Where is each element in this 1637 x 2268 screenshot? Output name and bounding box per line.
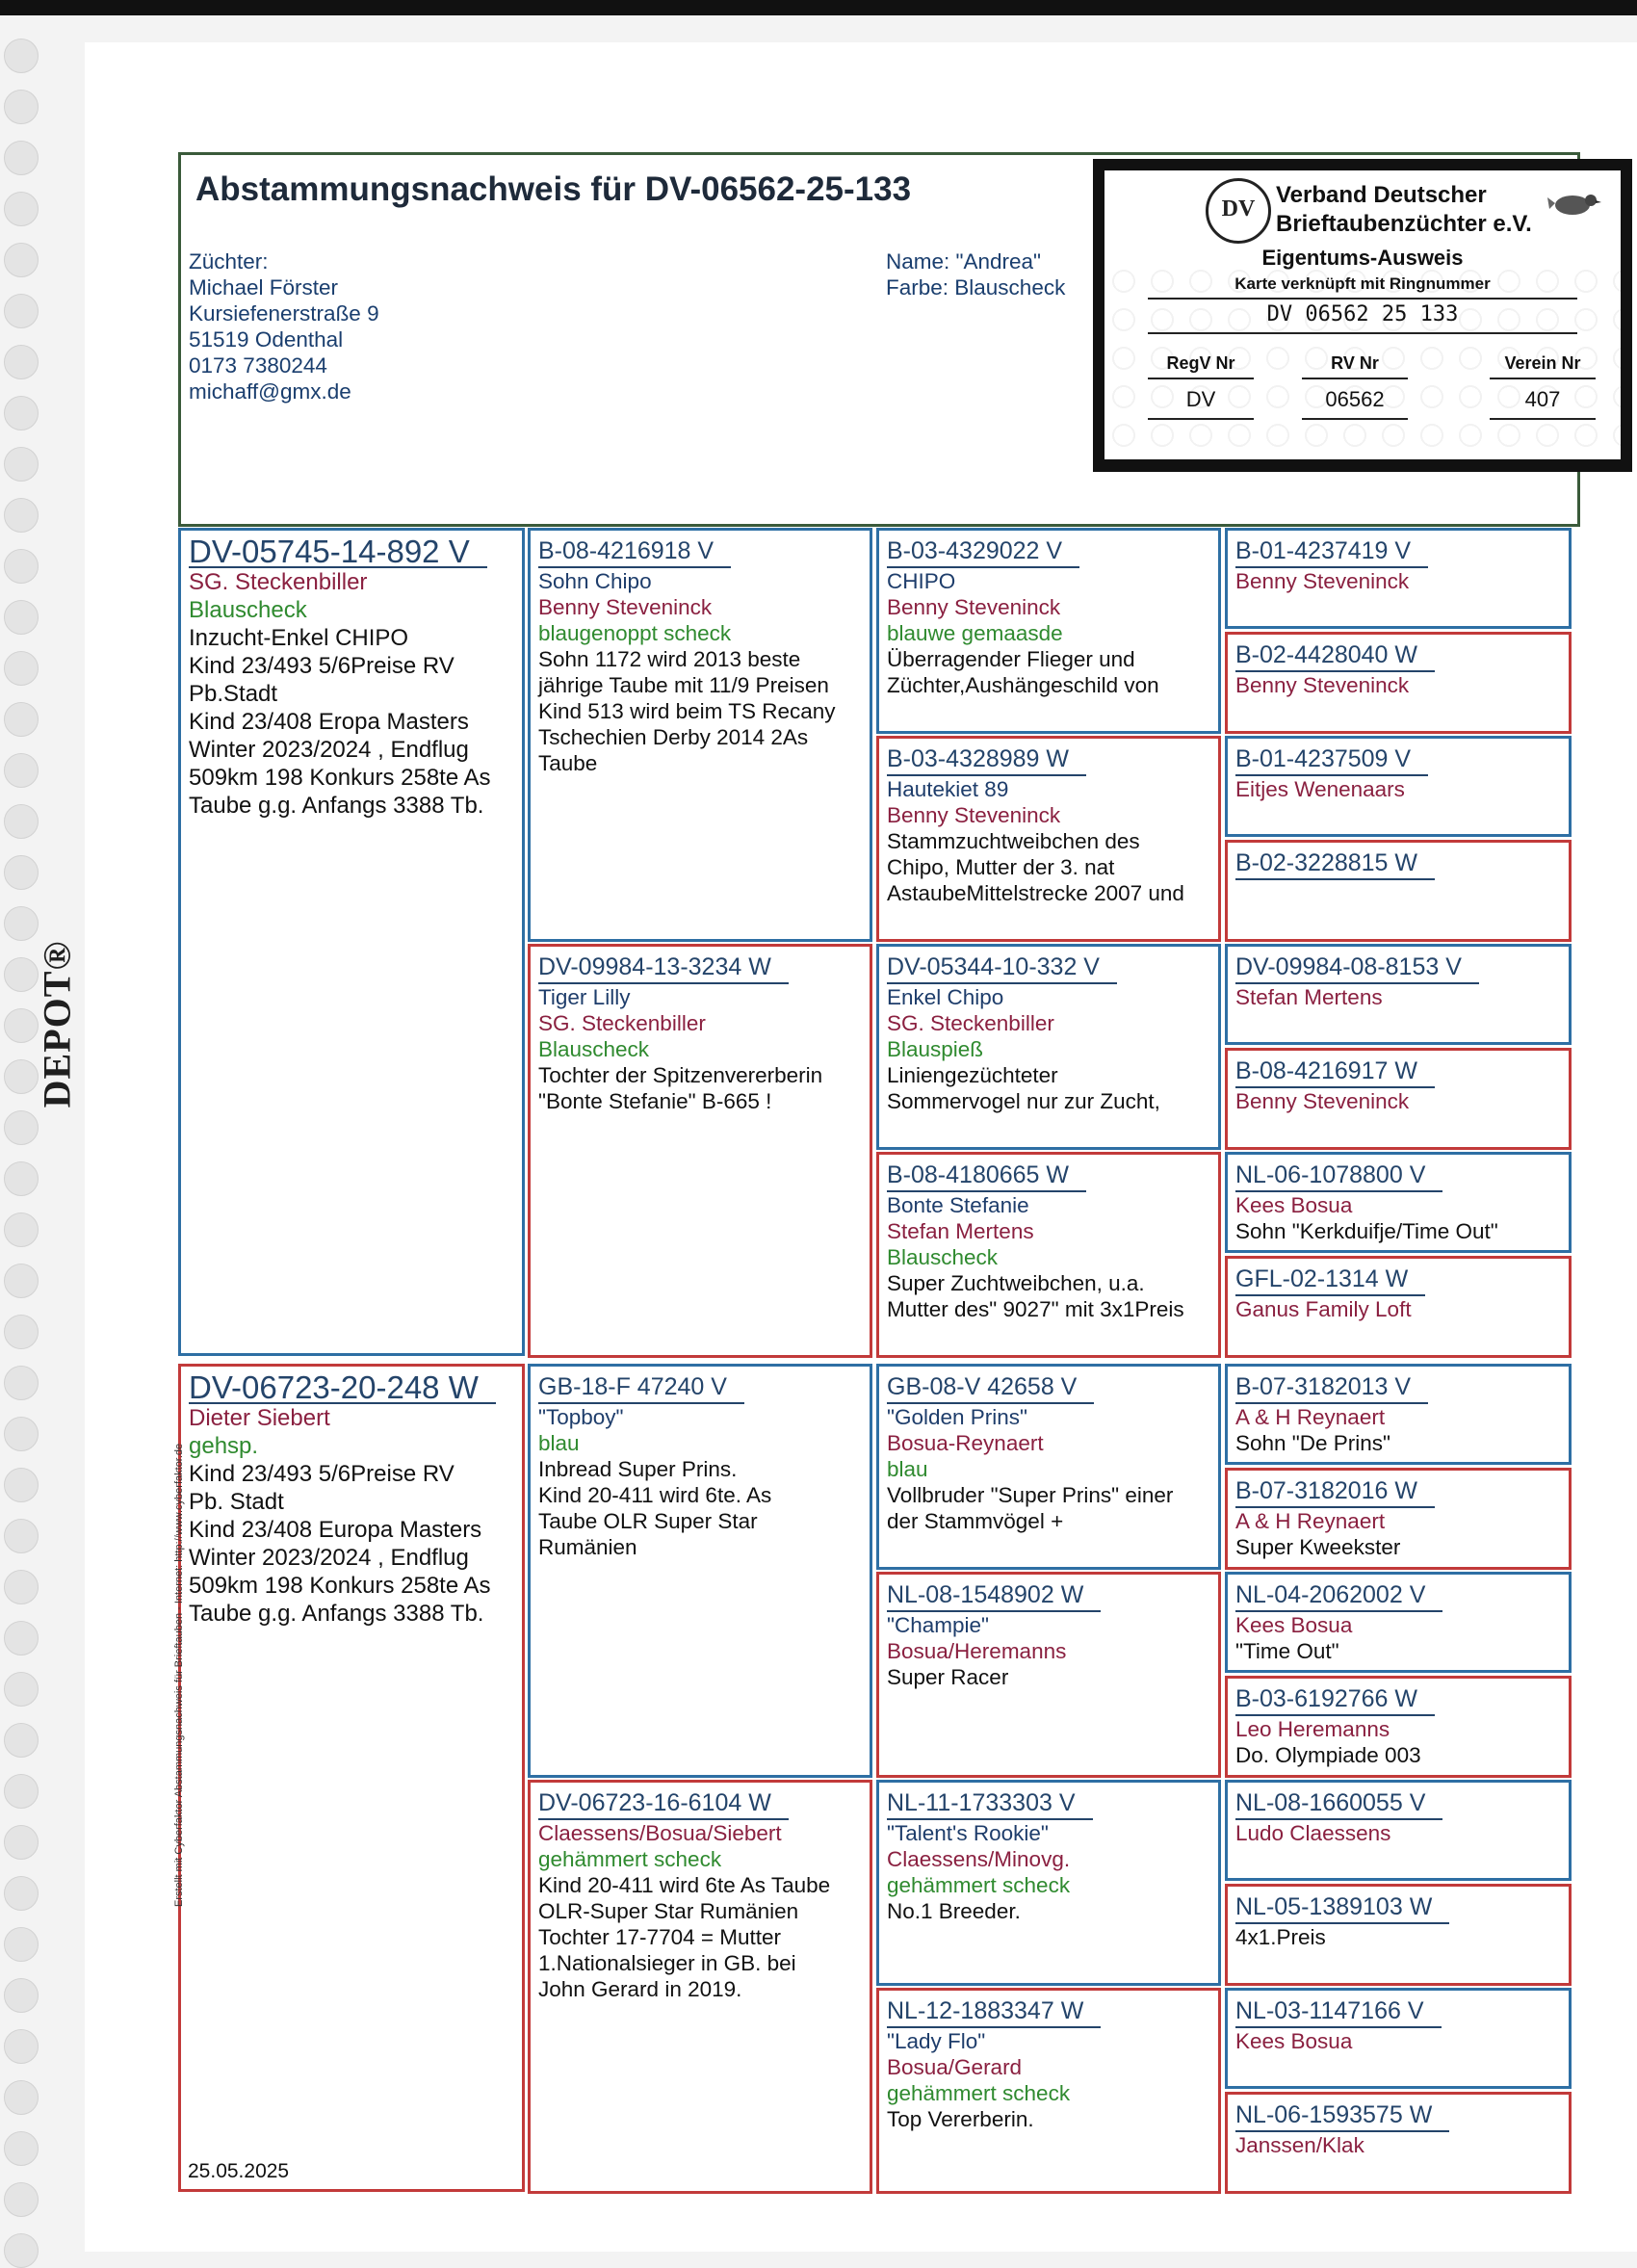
binder-hole <box>4 1315 39 1349</box>
pedigree-line: Bosua/Heremanns <box>887 1639 1067 1663</box>
pedigree-line: Claessens/Bosua/Siebert <box>538 1821 782 1845</box>
card-regv-label: RegV Nr <box>1166 353 1235 373</box>
pedigree-line: Kees Bosua <box>1235 1613 1353 1637</box>
ring-number: NL-06-1078800 V <box>1235 1160 1442 1192</box>
pedigree-line: blau <box>887 1457 928 1481</box>
pedigree-box-ggg11 <box>1225 1572 1572 1673</box>
pedigree-line: Enkel Chipo <box>887 985 1004 1009</box>
binder-hole <box>4 651 39 686</box>
card-verein-value: 407 <box>1524 387 1561 411</box>
ring-number: B-03-6192766 W <box>1235 1684 1435 1716</box>
pedigree-line: Tochter 17-7704 = Mutter <box>538 1925 782 1949</box>
binder-hole <box>4 243 39 277</box>
binder-hole <box>4 141 39 175</box>
pedigree-box-ggg13 <box>1225 1780 1572 1881</box>
pedigree-line: Taube OLR Super Star <box>538 1509 758 1533</box>
page-title: Abstammungsnachweis für DV-06562-25-133 <box>195 170 912 208</box>
pedigree-box-gg6 <box>876 1572 1221 1778</box>
breeder-email: michaff@gmx.de <box>189 379 351 404</box>
bird-name: Name: "Andrea" <box>886 249 1042 274</box>
binder-hole <box>4 1161 39 1196</box>
pedigree-box-ggg10 <box>1225 1468 1572 1570</box>
pedigree-line: gehämmert scheck <box>887 1873 1071 1897</box>
binder-hole <box>4 1723 39 1758</box>
pedigree-box-ggg7 <box>1225 1152 1572 1253</box>
pedigree-box-p1 <box>178 528 525 1356</box>
ring-number: NL-12-1883347 W <box>887 1996 1101 2028</box>
pedigree-box-gg2 <box>876 736 1221 942</box>
pedigree-line: Tochter der Spitzenvererberin <box>538 1063 823 1087</box>
pedigree-box-ggg16 <box>1225 2092 1572 2194</box>
pedigree-line: Winter 2023/2024 , Endflug <box>189 1545 469 1571</box>
pedigree-box-p2 <box>178 1364 525 2192</box>
pedigree-line: Kees Bosua <box>1235 1193 1353 1217</box>
pedigree-line: Inzucht-Enkel CHIPO <box>189 625 409 651</box>
pedigree-line: Benny Steveninck <box>538 595 713 619</box>
ring-number: NL-04-2062002 V <box>1235 1580 1442 1612</box>
pedigree-line: Janssen/Klak <box>1235 2133 1364 2157</box>
pedigree-line: Eitjes Wenenaars <box>1235 777 1405 801</box>
ring-number: DV-06723-16-6104 W <box>538 1788 789 1820</box>
binder-hole <box>4 855 39 890</box>
pedigree-line: Chipo, Mutter der 3. nat <box>887 855 1115 879</box>
ring-number: NL-08-1548902 W <box>887 1580 1101 1612</box>
bird-info <box>886 248 1065 300</box>
binder-hole <box>4 2080 39 2115</box>
card-title: Eigentums-Ausweis <box>1261 246 1464 270</box>
ring-number: B-08-4180665 W <box>887 1160 1086 1192</box>
breeder-label: Züchter: <box>189 249 269 274</box>
pedigree-line: blaugenoppt scheck <box>538 621 732 645</box>
pedigree-line: Do. Olympiade 003 <box>1235 1743 1421 1767</box>
pedigree-line: "Bonte Stefanie" B-665 ! <box>538 1089 772 1113</box>
pedigree-box-ggg9 <box>1225 1364 1572 1465</box>
pedigree-line: Sohn "Kerkduifje/Time Out" <box>1235 1219 1498 1243</box>
binder-brand-mark: DEPOT® <box>35 940 79 1108</box>
card-regv-value: DV <box>1185 387 1216 411</box>
pedigree-line: CHIPO <box>887 569 956 593</box>
card-divider-top <box>1148 298 1577 300</box>
pedigree-line: Kind 23/408 Eropa Masters <box>189 709 469 735</box>
pedigree-line: Sohn Chipo <box>538 569 652 593</box>
pedigree-line: Benny Steveninck <box>1235 1089 1410 1113</box>
pedigree-line: Blauscheck <box>189 597 307 623</box>
card-verein-label: Verein Nr <box>1504 353 1581 373</box>
pedigree-box-ggg15 <box>1225 1988 1572 2089</box>
binder-hole <box>4 1519 39 1553</box>
pedigree-line: Benny Steveninck <box>887 595 1061 619</box>
binder-hole <box>4 1978 39 2013</box>
card-subtitle: Karte verknüpft mit Ringnummer <box>1234 274 1491 293</box>
pedigree-line: Blauspieß <box>887 1037 984 1061</box>
ring-number: B-08-4216918 V <box>538 536 731 568</box>
pedigree-line: Kind 513 wird beim TS Recany <box>538 699 836 723</box>
pedigree-line: jährige Taube mit 11/9 Preisen <box>538 673 829 697</box>
pedigree-line: Ganus Family Loft <box>1235 1297 1412 1321</box>
pedigree-line: Kind 23/408 Europa Masters <box>189 1517 482 1543</box>
card-divider-v1 <box>1148 418 1254 420</box>
card-divider-c1 <box>1148 378 1254 379</box>
pedigree-line: Super Racer <box>887 1665 1009 1689</box>
ring-number: B-02-4428040 W <box>1235 640 1435 672</box>
pedigree-line: Tiger Lilly <box>538 985 631 1009</box>
pedigree-line: blau <box>538 1431 580 1455</box>
card-org-line1: Verband Deutscher <box>1276 182 1487 208</box>
pedigree-line: 509km 198 Konkurs 258te As <box>189 765 491 791</box>
pedigree-line: gehsp. <box>189 1433 259 1459</box>
breeder-info <box>189 248 379 404</box>
ring-number: DV-05344-10-332 V <box>887 952 1117 984</box>
breeder-phone: 0173 7380244 <box>189 353 327 378</box>
pedigree-line: Mutter des" 9027" mit 3x1Preis <box>887 1297 1184 1321</box>
binder-hole <box>4 1264 39 1298</box>
binder-hole <box>4 1621 39 1655</box>
pedigree-box-g4 <box>528 1780 872 2194</box>
dv-logo-icon: DV <box>1206 178 1271 244</box>
pedigree-box-ggg14 <box>1225 1884 1572 1986</box>
pedigree-line: Benny Steveninck <box>1235 569 1410 593</box>
card-divider-mid <box>1148 332 1577 334</box>
pedigree-line: Benny Steveninck <box>887 803 1061 827</box>
binder-hole <box>4 1825 39 1860</box>
pedigree-line: Kind 20-411 wird 6te. As <box>538 1483 772 1507</box>
pedigree-line: Bosua-Reynaert <box>887 1431 1044 1455</box>
pedigree-line: Super Zuchtweibchen, u.a. <box>887 1271 1145 1295</box>
pedigree-line: OLR-Super Star Rumänien <box>538 1899 799 1923</box>
pedigree-line: Taube g.g. Anfangs 3388 Tb. <box>189 1601 484 1627</box>
pedigree-line: Blauscheck <box>887 1245 999 1269</box>
pedigree-box-g3 <box>528 1364 872 1778</box>
card-divider-c3 <box>1490 378 1596 379</box>
pedigree-line: A & H Reynaert <box>1235 1405 1386 1429</box>
pedigree-line: Kind 23/493 5/6Preise RV <box>189 1461 455 1487</box>
pedigree-box-ggg5 <box>1225 944 1572 1045</box>
pedigree-line: "Time Out" <box>1235 1639 1339 1663</box>
ring-number: B-02-3228815 W <box>1235 848 1435 880</box>
pedigree-line: Blauscheck <box>538 1037 650 1061</box>
binder-hole <box>4 345 39 379</box>
binder-hole <box>4 753 39 788</box>
binder-hole <box>4 396 39 430</box>
binder-hole <box>4 1774 39 1809</box>
pedigree-line: Winter 2023/2024 , Endflug <box>189 737 469 763</box>
ring-number: B-01-4237419 V <box>1235 536 1428 568</box>
pedigree-line: Ludo Claessens <box>1235 1821 1391 1845</box>
pedigree-box-g2 <box>528 944 872 1358</box>
pedigree-line: Sohn "De Prins" <box>1235 1431 1391 1455</box>
pedigree-line: Benny Steveninck <box>1235 673 1410 697</box>
pedigree-line: "Talent's Rookie" <box>887 1821 1049 1845</box>
pedigree-box-ggg8 <box>1225 1256 1572 1358</box>
ring-number: B-01-4237509 V <box>1235 744 1428 776</box>
pedigree-box-gg1 <box>876 528 1221 734</box>
ring-number: B-08-4216917 W <box>1235 1056 1435 1088</box>
pedigree-line: Tschechien Derby 2014 2As <box>538 725 809 749</box>
pedigree-box-g1 <box>528 528 872 942</box>
pedigree-line: 509km 198 Konkurs 258te As <box>189 1573 491 1599</box>
pedigree-line: Stefan Mertens <box>887 1219 1034 1243</box>
pedigree-line: Pb.Stadt <box>189 681 278 707</box>
ring-number: DV-06723-20-248 W <box>189 1372 496 1404</box>
pedigree-box-ggg4 <box>1225 840 1572 942</box>
pedigree-line: Claessens/Minovg. <box>887 1847 1071 1871</box>
binder-hole <box>4 498 39 533</box>
pedigree-box-gg5 <box>876 1364 1221 1570</box>
card-org-line2: Brieftaubenzüchter e.V. <box>1276 211 1532 237</box>
binder-hole <box>4 1366 39 1400</box>
ring-number: B-07-3182013 V <box>1235 1372 1428 1404</box>
ring-number: GFL-02-1314 W <box>1235 1264 1425 1296</box>
pedigree-line: Züchter,Aushängeschild von <box>887 673 1159 697</box>
pedigree-box-gg8 <box>876 1988 1221 2194</box>
pedigree-line: Hautekiet 89 <box>887 777 1009 801</box>
pedigree-line: Liniengezüchteter <box>887 1063 1058 1087</box>
ring-number: GB-08-V 42658 V <box>887 1372 1094 1404</box>
pedigree-line: 1.Nationalsieger in GB. bei <box>538 1951 796 1975</box>
card-divider-c2 <box>1302 378 1408 379</box>
ring-number: NL-05-1389103 W <box>1235 1892 1449 1924</box>
ring-number: B-07-3182016 W <box>1235 1476 1435 1508</box>
card-rv-label: RV Nr <box>1331 353 1379 373</box>
pedigree-box-ggg12 <box>1225 1676 1572 1778</box>
pedigree-box-ggg6 <box>1225 1048 1572 1150</box>
pedigree-box-gg7 <box>876 1780 1221 1986</box>
card-divider-v3 <box>1490 418 1596 420</box>
ring-number: B-03-4328989 W <box>887 744 1086 776</box>
ring-number: DV-09984-08-8153 V <box>1235 952 1479 984</box>
pedigree-line: gehämmert scheck <box>887 2081 1071 2105</box>
pedigree-line: Kees Bosua <box>1235 2029 1353 2053</box>
pedigree-line: "Champie" <box>887 1613 990 1637</box>
breeder-city: 51519 Odenthal <box>189 327 344 352</box>
ownership-card <box>1093 159 1632 472</box>
binder-hole <box>4 1672 39 1707</box>
binder-hole <box>4 1417 39 1451</box>
binder-hole <box>4 1876 39 1911</box>
pedigree-line: Vollbruder "Super Prins" einer <box>887 1483 1174 1507</box>
pedigree-line: A & H Reynaert <box>1235 1509 1386 1533</box>
pedigree-line: Inbread Super Prins. <box>538 1457 738 1481</box>
pedigree-line: Stefan Mertens <box>1235 985 1383 1009</box>
binder-hole <box>4 1927 39 1962</box>
pedigree-line: John Gerard in 2019. <box>538 1977 742 2001</box>
binder-hole <box>4 2182 39 2217</box>
pedigree-line: Bonte Stefanie <box>887 1193 1029 1217</box>
breeder-name: Michael Förster <box>189 275 339 300</box>
print-date: 25.05.2025 <box>188 2160 290 2182</box>
card-ring-number: DV 06562 25 133 <box>1266 302 1459 326</box>
ring-number: NL-03-1147166 V <box>1235 1996 1442 2028</box>
pedigree-line: der Stammvögel + <box>887 1509 1064 1533</box>
pedigree-line: Überragender Flieger und <box>887 647 1135 671</box>
ring-number: NL-08-1660055 V <box>1235 1788 1442 1820</box>
binder-hole <box>4 1570 39 1604</box>
breeder-street: Kursiefenerstraße 9 <box>189 301 379 326</box>
pedigree-line: Kind 23/493 5/6Preise RV <box>189 653 455 679</box>
card-face <box>1104 170 1621 459</box>
pedigree-box-gg4 <box>876 1152 1221 1358</box>
ring-number: NL-11-1733303 V <box>887 1788 1093 1820</box>
generator-credit: Erstellt mit Cyberfaktor Abstammungsnachweis für Brieftauben - Internet: http://www.cyberfaktor.de <box>173 1443 185 1907</box>
pedigree-line: Top Vererberin. <box>887 2107 1034 2131</box>
ring-number: NL-06-1593575 W <box>1235 2100 1449 2132</box>
binder-hole <box>4 1212 39 1247</box>
pedigree-line: Sohn 1172 wird 2013 beste <box>538 647 801 671</box>
binder-hole <box>4 549 39 584</box>
binder-hole <box>4 906 39 941</box>
binder-hole <box>4 447 39 482</box>
binder-hole <box>4 2131 39 2166</box>
pedigree-line: Rumänien <box>538 1535 637 1559</box>
binder-hole <box>4 192 39 226</box>
pedigree-line: "Lady Flo" <box>887 2029 986 2053</box>
bird-color: Farbe: Blauscheck <box>886 275 1066 300</box>
pedigree-line: Stammzuchtweibchen des <box>887 829 1140 853</box>
pedigree-box-gg3 <box>876 944 1221 1150</box>
pedigree-line: Taube <box>538 751 598 775</box>
ring-number: DV-05745-14-892 V <box>189 536 487 568</box>
pedigree-line: Leo Heremanns <box>1235 1717 1390 1741</box>
binder-hole <box>4 90 39 124</box>
binder-hole <box>4 804 39 839</box>
ring-number: GB-18-F 47240 V <box>538 1372 744 1404</box>
scan-top-edge <box>0 0 1637 15</box>
pedigree-line: "Topboy" <box>538 1405 624 1429</box>
pedigree-line: Sommervogel nur zur Zucht, <box>887 1089 1160 1113</box>
pedigree-line: 4x1.Preis <box>1235 1925 1326 1949</box>
card-divider-v2 <box>1302 418 1408 420</box>
pedigree-line: gehämmert scheck <box>538 1847 722 1871</box>
binder-hole <box>4 1110 39 1145</box>
card-rv-value: 06562 <box>1325 387 1385 411</box>
pedigree-line: Taube g.g. Anfangs 3388 Tb. <box>189 793 484 819</box>
pedigree-line: SG. Steckenbiller <box>887 1011 1054 1035</box>
binder-hole <box>4 1468 39 1502</box>
binder-hole <box>4 2029 39 2064</box>
pedigree-line: SG. Steckenbiller <box>189 569 368 595</box>
pedigree-line: SG. Steckenbiller <box>538 1011 706 1035</box>
pedigree-box-ggg3 <box>1225 736 1572 837</box>
pedigree-line: Kind 20-411 wird 6te As Taube <box>538 1873 831 1897</box>
binder-hole <box>4 702 39 737</box>
pedigree-line: Bosua/Gerard <box>887 2055 1023 2079</box>
pedigree-line: blauwe gemaasde <box>887 621 1063 645</box>
pedigree-line: Pb. Stadt <box>189 1489 284 1515</box>
pedigree-box-ggg1 <box>1225 528 1572 629</box>
ring-number: B-03-4329022 V <box>887 536 1079 568</box>
binder-hole <box>4 294 39 328</box>
pedigree-line: AstaubeMittelstrecke 2007 und <box>887 881 1184 905</box>
pigeon-icon <box>1547 190 1601 219</box>
binder-hole <box>4 2233 39 2268</box>
pedigree-box-ggg2 <box>1225 632 1572 734</box>
binder-hole <box>4 39 39 73</box>
pedigree-line: Super Kweekster <box>1235 1535 1401 1559</box>
pedigree-line: No.1 Breeder. <box>887 1899 1021 1923</box>
pedigree-line: Dieter Siebert <box>189 1405 330 1431</box>
pedigree-line: "Golden Prins" <box>887 1405 1028 1429</box>
ring-number: DV-09984-13-3234 W <box>538 952 789 984</box>
binder-hole <box>4 600 39 635</box>
